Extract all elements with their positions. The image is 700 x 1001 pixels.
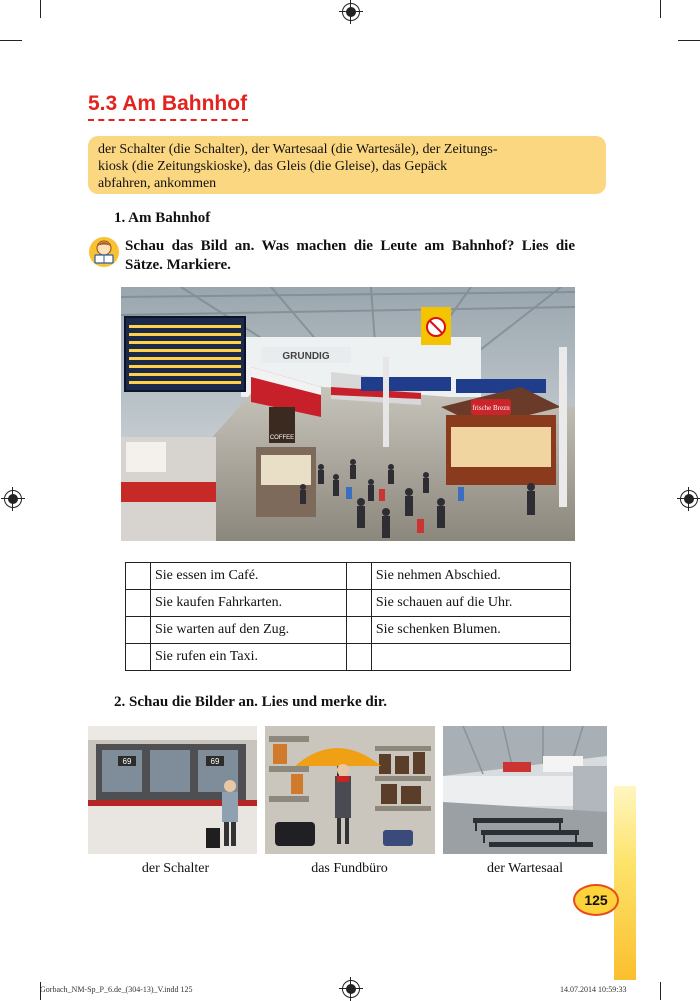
registration-mark — [342, 3, 360, 21]
checkbox-cell[interactable] — [346, 644, 371, 671]
sentence-cell: Sie schauen auf die Uhr. — [371, 590, 570, 617]
station-hall-photo — [121, 287, 575, 541]
registration-mark — [342, 980, 360, 998]
caption-wartesaal: der Wartesaal — [487, 861, 563, 876]
sentence-cell — [371, 644, 570, 671]
lost-and-found-photo — [265, 726, 435, 854]
ticket-counter-photo — [88, 726, 257, 854]
vocab-line: der Schalter (die Schalter), der Wartesaal (die Wartesäle), der Zeitungs- — [98, 142, 498, 157]
vocab-line: abfahren, ankommen — [98, 176, 217, 191]
checkbox-cell[interactable] — [126, 644, 151, 671]
footer-timestamp: 14.07.2014 10:59:33 — [560, 985, 627, 994]
caption-schalter: der Schalter — [141, 861, 210, 876]
checkbox-cell[interactable] — [346, 590, 371, 617]
counter-number: 69 — [210, 757, 220, 766]
title-underline — [88, 119, 248, 121]
sentence-cell: Sie nehmen Abschied. — [371, 563, 570, 590]
exercise-1-instruction: Schau das Bild an. Was machen die Leute am Bahnhof? Lies die Sätze. Markiere. — [125, 238, 575, 273]
sentence-cell: Sie warten auf den Zug. — [151, 617, 347, 644]
brezn-sign: frische Brezn — [472, 404, 510, 412]
crop-mark — [40, 0, 41, 18]
section-title: 5.3 Am Bahnhof — [88, 92, 248, 115]
grundig-sign: GRUNDIG — [282, 351, 330, 362]
page-edge-band — [614, 786, 636, 980]
vocab-line: kiosk (die Zeitungskioske), das Gleis (die Gleise), das Gepäck — [98, 159, 448, 174]
sentence-cell: Sie kaufen Fahrkarten. — [151, 590, 347, 617]
counter-number: 69 — [122, 757, 132, 766]
table-row — [126, 644, 571, 671]
registration-mark — [4, 490, 22, 508]
checkbox-cell[interactable] — [346, 563, 371, 590]
sentence-cell: Sie rufen ein Taxi. — [151, 644, 347, 671]
table-row — [126, 563, 571, 590]
crop-mark — [0, 40, 22, 41]
crop-mark — [678, 40, 700, 41]
registration-mark — [680, 490, 698, 508]
coffee-sign: COFFEE — [269, 435, 295, 441]
sentence-cell: Sie essen im Café. — [151, 563, 347, 590]
waiting-room-photo — [443, 726, 607, 854]
exercise-2-heading: 2. Schau die Bilder an. Lies und merke dir. — [114, 694, 387, 710]
crop-mark — [660, 982, 661, 1000]
vocabulary-box — [88, 136, 606, 194]
table-row — [126, 617, 571, 644]
checkbox-cell[interactable] — [126, 590, 151, 617]
caption-fundbuero: das Fundbüro — [311, 861, 388, 876]
sentence-table — [125, 562, 571, 671]
exercise-1-heading: 1. Am Bahnhof — [114, 210, 211, 226]
table-row — [126, 590, 571, 617]
sentence-cell: Sie schenken Blumen. — [371, 617, 570, 644]
footer-filename: Gorbach_NM-Sp_P_6.de_(304-13)_V.indd 125 — [40, 985, 193, 994]
reading-boy-icon — [88, 236, 120, 268]
crop-mark — [660, 0, 661, 18]
page-number: 125 — [573, 884, 619, 916]
checkbox-cell[interactable] — [126, 563, 151, 590]
checkbox-cell[interactable] — [126, 617, 151, 644]
checkbox-cell[interactable] — [346, 617, 371, 644]
